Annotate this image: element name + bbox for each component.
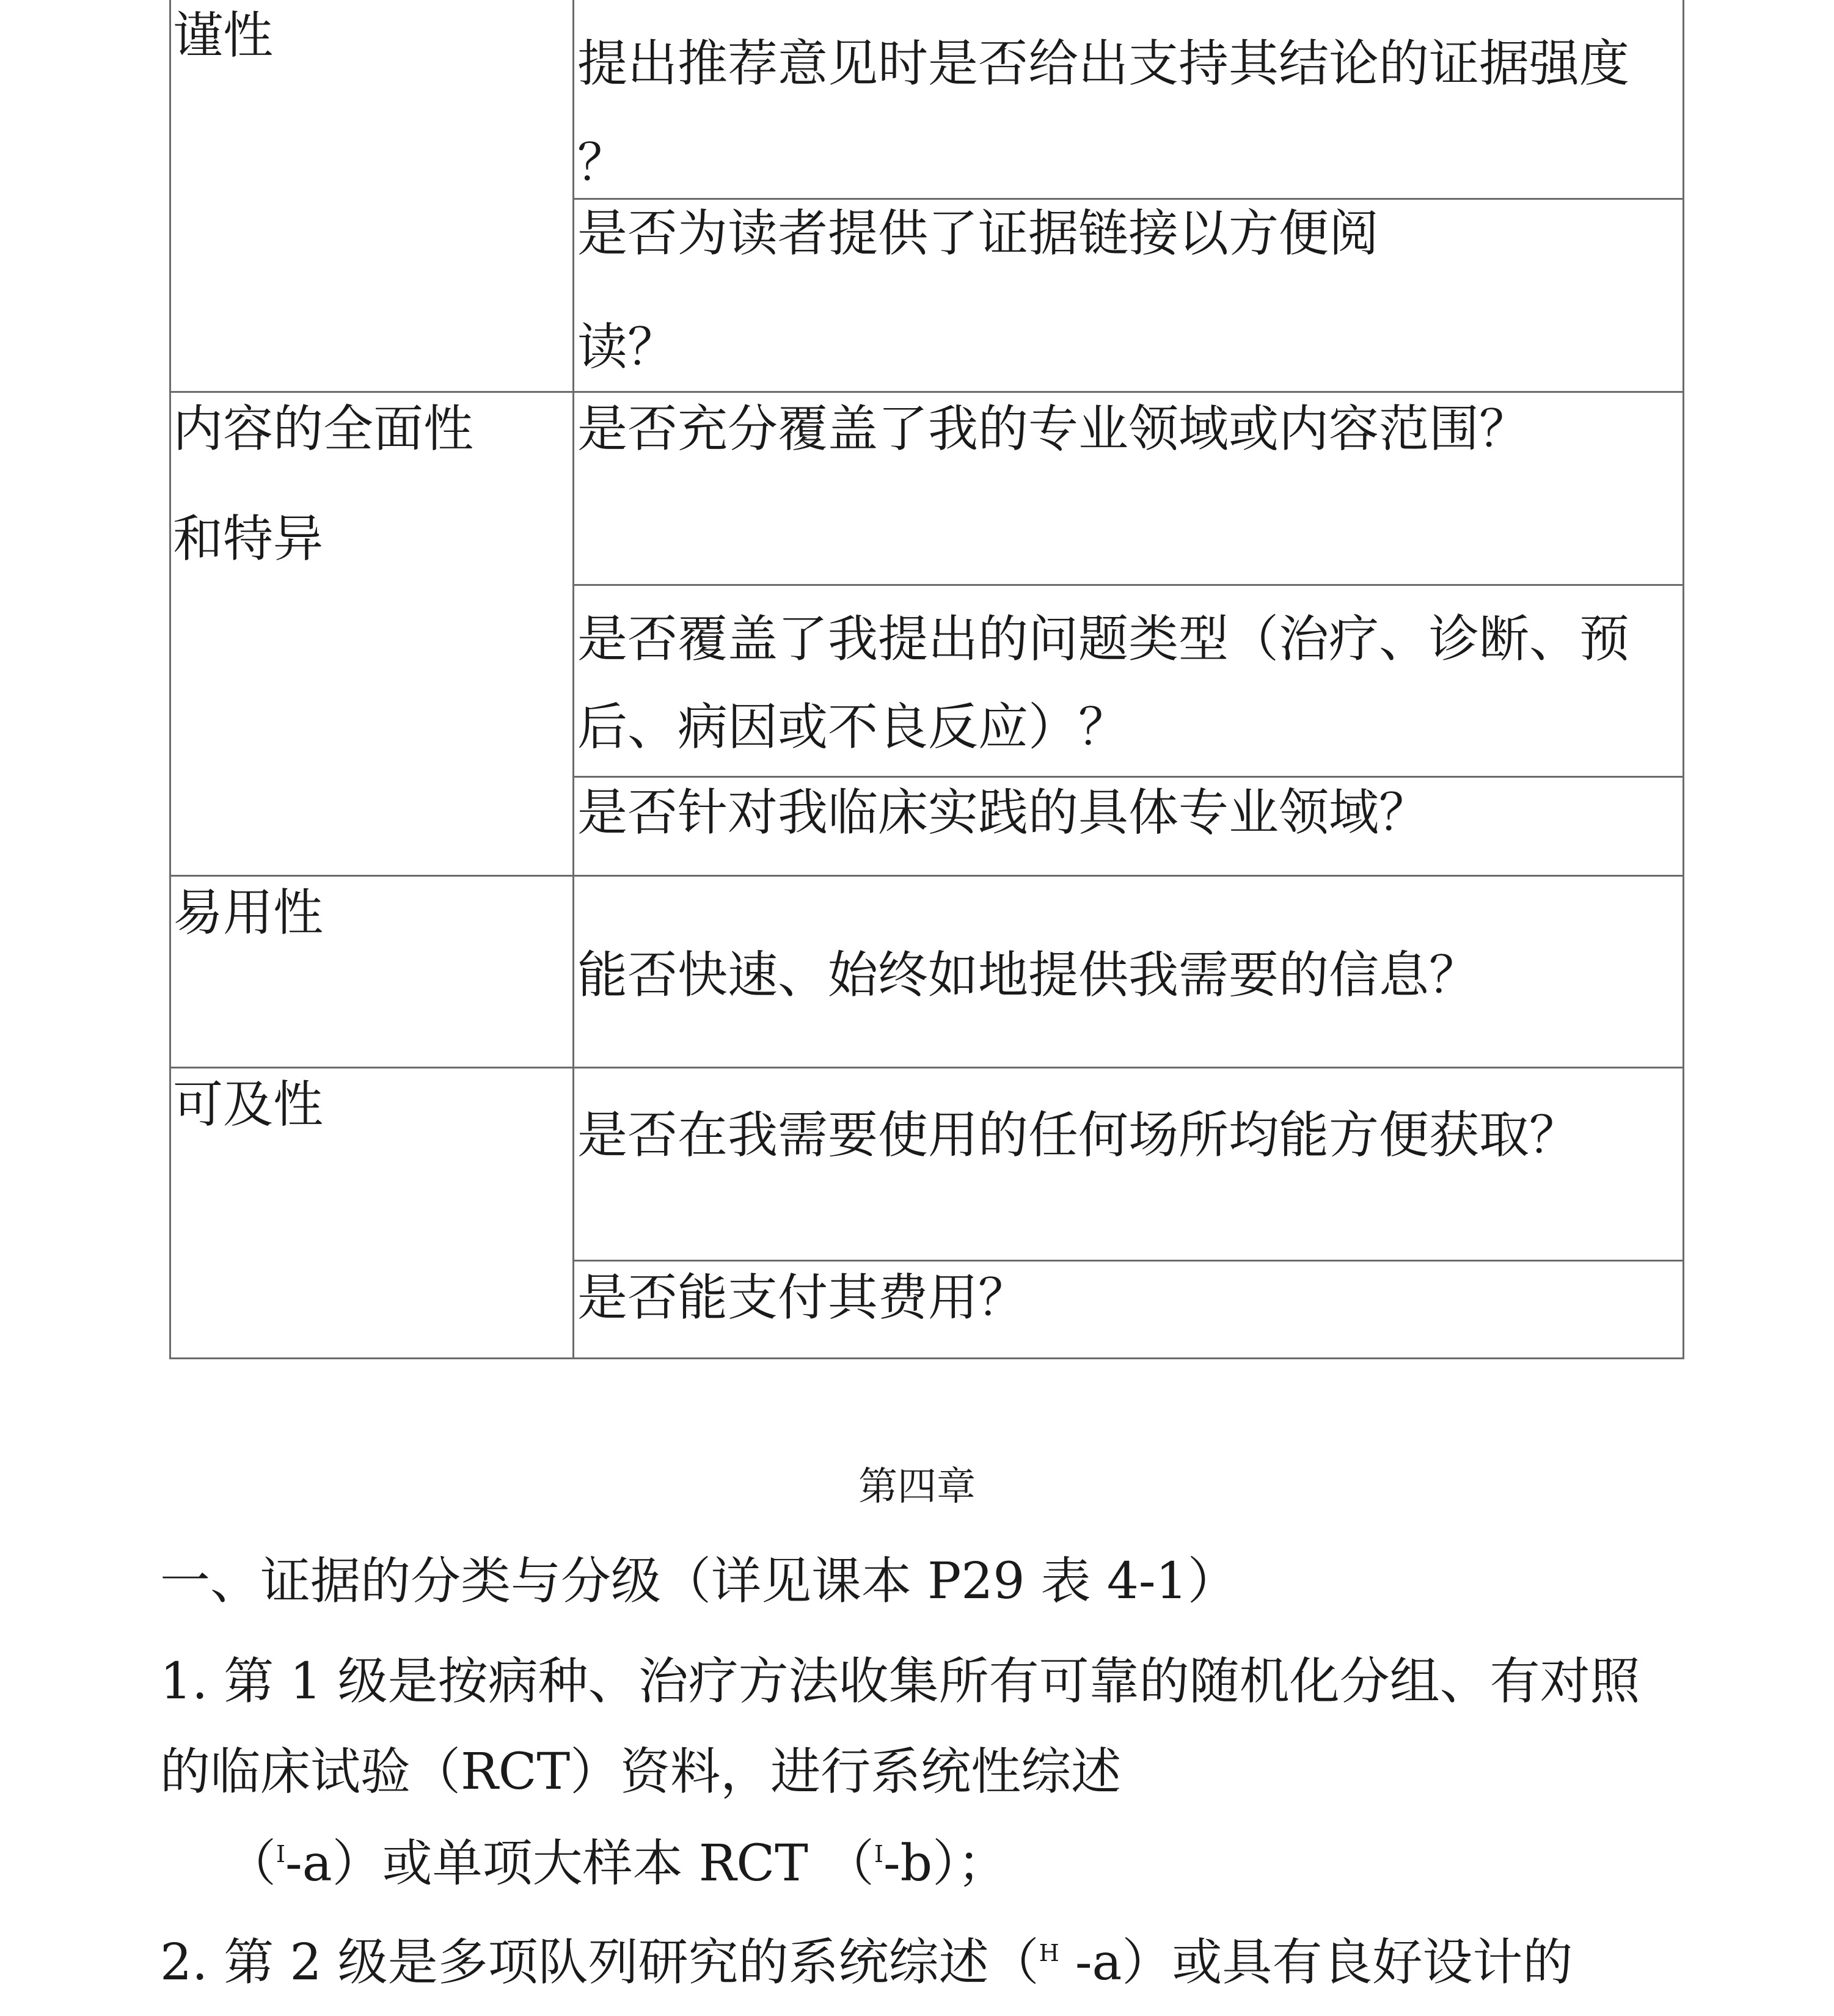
paragraph-line: 的临床试验（RCT）资料，进行系统性综述 xyxy=(160,1743,1122,1801)
paragraph-line: 1. 第 1 级是按病种、治疗方法收集所有可靠的随机化分组、有对照 xyxy=(160,1653,1640,1711)
chapter-title: 第四章 xyxy=(858,1464,976,1510)
question-text: 是否覆盖了我提出的问题类型（治疗、诊断、预 xyxy=(577,610,1630,668)
question-text: 是否能支付其费用？ xyxy=(577,1269,1029,1327)
row-divider xyxy=(572,1260,1684,1262)
table-border-bottom xyxy=(169,1357,1684,1359)
paragraph-line xyxy=(160,1934,1573,1992)
row-divider xyxy=(169,875,1684,877)
table-column-divider xyxy=(572,0,574,1359)
question-text: 后、病因或不良反应）？ xyxy=(577,698,1129,756)
superscript-mark: H xyxy=(1039,1940,1059,1967)
question-text: 读？ xyxy=(577,318,678,376)
criterion-label: 和特异 xyxy=(173,510,324,568)
text-run: -b）； xyxy=(883,1835,1008,1893)
criterion-label: 可及性 xyxy=(173,1076,324,1134)
criterion-label: 内容的全面性 xyxy=(173,400,474,458)
row-divider xyxy=(572,198,1684,200)
question-text: 是否针对我临床实践的具体专业领域？ xyxy=(577,784,1430,842)
question-text: 能否快速、始终如地提供我需要的信息？ xyxy=(577,946,1480,1004)
superscript-mark: I xyxy=(276,1841,286,1868)
row-divider xyxy=(572,776,1684,778)
section-heading: 一、证据的分类与分级（详见课本 P29 表 4-1） xyxy=(160,1552,1238,1610)
text-run: -a）或单项大样本 RCT （ xyxy=(285,1835,874,1893)
question-text: 提出推荐意见时是否给出支持其结论的证据强度 xyxy=(577,35,1630,93)
row-divider xyxy=(169,1067,1684,1068)
superscript-mark: I xyxy=(874,1841,883,1868)
row-divider xyxy=(572,584,1684,586)
criterion-label: 谨性 xyxy=(173,7,274,65)
table-border-right xyxy=(1682,0,1684,1359)
text-run: 2. 第 2 级是多项队列研究的系统综述（ xyxy=(160,1934,1039,1992)
question-text: ？ xyxy=(577,134,628,192)
row-divider xyxy=(169,391,1684,393)
question-text: 是否充分覆盖了我的专业领域或内容范围？ xyxy=(577,400,1530,458)
text-run: （ xyxy=(226,1835,277,1893)
criterion-label: 易用性 xyxy=(173,884,324,942)
paragraph-line xyxy=(226,1835,1008,1893)
evaluation-table xyxy=(169,0,1684,1359)
table-border-left xyxy=(169,0,171,1359)
text-run: -a）或具有良好设计的 xyxy=(1059,1934,1573,1992)
question-text: 是否为读者提供了证据链接以方便阅 xyxy=(577,205,1379,263)
question-text: 是否在我需要使用的任何场所均能方便获取？ xyxy=(577,1106,1580,1164)
